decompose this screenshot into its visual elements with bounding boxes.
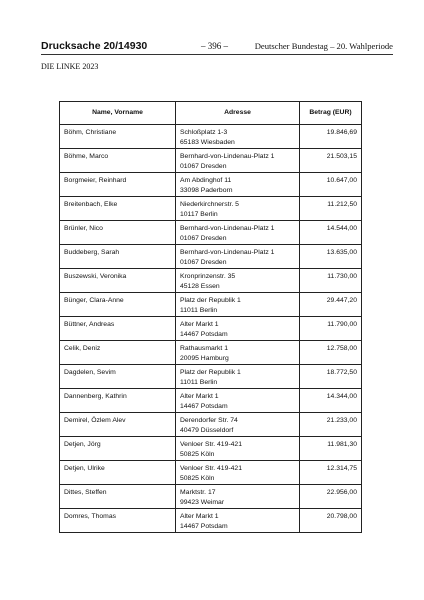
cell-amount: 13.635,00	[300, 245, 362, 269]
cell-amount: 18.772,50	[300, 365, 362, 389]
column-header-amount: Betrag (EUR)	[300, 102, 362, 125]
table-row	[60, 509, 362, 533]
address-street: Derendorfer Str. 74	[180, 417, 238, 424]
cell-address	[176, 461, 300, 485]
table-row	[60, 365, 362, 389]
table-row	[60, 485, 362, 509]
table-row	[60, 197, 362, 221]
cell-name: Böhm, Christiane	[60, 125, 176, 149]
address-city: 10117 Berlin	[180, 211, 218, 218]
address-street: Alter Markt 1	[180, 513, 219, 520]
address-city: 40479 Düsseldorf	[180, 427, 234, 434]
cell-name: Büttner, Andreas	[60, 317, 176, 341]
address-city: 01067 Dresden	[180, 259, 227, 266]
cell-name: Dannenberg, Kathrin	[60, 389, 176, 413]
cell-amount: 14.344,00	[300, 389, 362, 413]
column-header-name: Name, Vorname	[60, 102, 176, 125]
cell-name: Dittes, Steffen	[60, 485, 176, 509]
cell-address	[176, 269, 300, 293]
address-city: 11011 Berlin	[180, 307, 218, 314]
cell-address	[176, 317, 300, 341]
address-city: 65183 Wiesbaden	[180, 139, 235, 146]
address-city: 50825 Köln	[180, 451, 215, 458]
cell-address	[176, 125, 300, 149]
cell-amount: 21.233,00	[300, 413, 362, 437]
cell-amount: 11.212,50	[300, 197, 362, 221]
address-street: Alter Markt 1	[180, 321, 219, 328]
address-city: 45128 Essen	[180, 283, 220, 290]
cell-amount: 12.758,00	[300, 341, 362, 365]
cell-amount: 10.647,00	[300, 173, 362, 197]
cell-address	[176, 437, 300, 461]
address-street: Venloer Str. 419-421	[180, 465, 242, 472]
address-city: 01067 Dresden	[180, 163, 227, 170]
cell-address	[176, 149, 300, 173]
cell-name: Dagdelen, Sevim	[60, 365, 176, 389]
cell-address	[176, 245, 300, 269]
cell-address	[176, 509, 300, 533]
cell-name: Böhme, Marco	[60, 149, 176, 173]
address-street: Kronprinzenstr. 35	[180, 273, 236, 280]
table-row	[60, 389, 362, 413]
cell-name: Breitenbach, Elke	[60, 197, 176, 221]
address-city: 50825 Köln	[180, 475, 215, 482]
cell-name: Borgmeier, Reinhard	[60, 173, 176, 197]
page-number: – 396 –	[201, 41, 228, 51]
address-street: Rathausmarkt 1	[180, 345, 228, 352]
table-row	[60, 293, 362, 317]
address-city: 11011 Berlin	[180, 379, 218, 386]
cell-address	[176, 365, 300, 389]
table-row	[60, 461, 362, 485]
donations-table	[59, 101, 362, 533]
cell-name: Brünler, Nico	[60, 221, 176, 245]
cell-address	[176, 341, 300, 365]
address-street: Alter Markt 1	[180, 393, 219, 400]
cell-name: Buszewski, Veronika	[60, 269, 176, 293]
cell-address	[176, 485, 300, 509]
document-id: Drucksache 20/14930	[41, 40, 148, 52]
cell-name: Detjen, Ulrike	[60, 461, 176, 485]
page-header	[41, 40, 393, 54]
table-row	[60, 245, 362, 269]
address-city: 14467 Potsdam	[180, 331, 228, 338]
address-street: Bernhard-von-Lindenau-Platz 1	[180, 225, 275, 232]
cell-amount: 11.730,00	[300, 269, 362, 293]
cell-amount: 11.981,30	[300, 437, 362, 461]
address-city: 14467 Potsdam	[180, 403, 228, 410]
table-body	[60, 125, 362, 533]
table-row	[60, 317, 362, 341]
cell-name: Celik, Deniz	[60, 341, 176, 365]
table-row	[60, 341, 362, 365]
address-city: 14467 Potsdam	[180, 523, 228, 530]
publisher-label: Deutscher Bundestag – 20. Wahlperiode	[254, 41, 393, 51]
cell-name: Demirel, Özlem Alev	[60, 413, 176, 437]
cell-name: Bünger, Clara-Anne	[60, 293, 176, 317]
address-street: Platz der Republik 1	[180, 297, 241, 304]
cell-address	[176, 389, 300, 413]
address-city: 01067 Dresden	[180, 235, 227, 242]
table-row	[60, 149, 362, 173]
address-street: Venloer Str. 419-421	[180, 441, 242, 448]
table-row	[60, 269, 362, 293]
table-row	[60, 173, 362, 197]
address-street: Platz der Republik 1	[180, 369, 241, 376]
cell-name: Buddeberg, Sarah	[60, 245, 176, 269]
table-row	[60, 221, 362, 245]
column-header-address: Adresse	[176, 102, 300, 125]
cell-address	[176, 173, 300, 197]
table-header-row	[60, 102, 362, 125]
cell-amount: 19.846,69	[300, 125, 362, 149]
cell-amount: 12.314,75	[300, 461, 362, 485]
table-row	[60, 413, 362, 437]
cell-amount: 21.503,15	[300, 149, 362, 173]
address-street: Schloßplatz 1-3	[180, 129, 228, 136]
address-street: Bernhard-von-Lindenau-Platz 1	[180, 153, 275, 160]
cell-amount: 14.544,00	[300, 221, 362, 245]
cell-amount: 22.956,00	[300, 485, 362, 509]
address-city: 99423 Weimar	[180, 499, 225, 506]
cell-address	[176, 293, 300, 317]
address-street: Marktstr. 17	[180, 489, 216, 496]
address-street: Niederkirchnerstr. 5	[180, 201, 239, 208]
cell-name: Detjen, Jörg	[60, 437, 176, 461]
table-row	[60, 437, 362, 461]
cell-name: Domres, Thomas	[60, 509, 176, 533]
address-city: 33098 Paderborn	[180, 187, 233, 194]
cell-amount: 11.790,00	[300, 317, 362, 341]
address-street: Bernhard-von-Lindenau-Platz 1	[180, 249, 275, 256]
address-street: Am Abdinghof 11	[180, 177, 232, 184]
table-row	[60, 125, 362, 149]
cell-address	[176, 413, 300, 437]
cell-address	[176, 197, 300, 221]
header-divider	[41, 54, 393, 55]
section-title: DIE LINKE 2023	[41, 62, 99, 71]
cell-amount: 29.447,20	[300, 293, 362, 317]
address-city: 20095 Hamburg	[180, 355, 229, 362]
cell-amount: 20.798,00	[300, 509, 362, 533]
cell-address	[176, 221, 300, 245]
